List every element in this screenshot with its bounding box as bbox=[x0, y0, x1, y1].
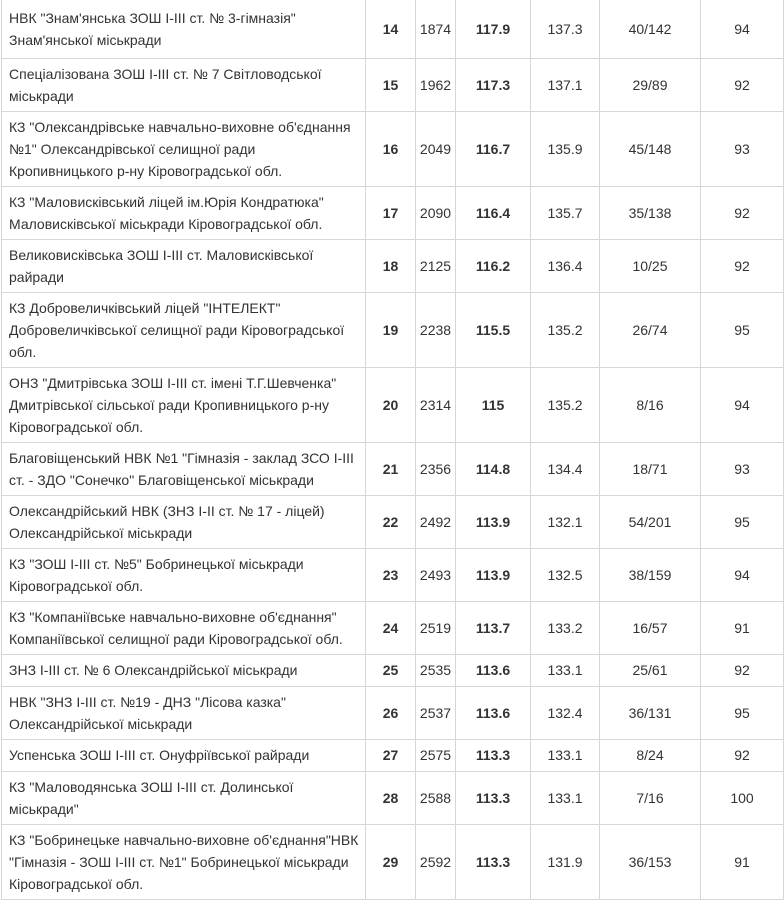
score-cell: 113.9 bbox=[456, 548, 531, 601]
school-name-cell: НВК "Знам'янська ЗОШ І-ІІІ ст. № 3-гімназія" Знам'янської міськради bbox=[2, 0, 366, 58]
table-row bbox=[2, 601, 784, 654]
percent-cell: 93 bbox=[701, 111, 784, 186]
place-cell: 2314 bbox=[416, 367, 456, 442]
place-cell: 1874 bbox=[416, 0, 456, 58]
ratio-cell: 16/57 bbox=[600, 601, 701, 654]
percent-cell: 93 bbox=[701, 442, 784, 495]
score-cell: 113.3 bbox=[456, 739, 531, 771]
percent-cell: 92 bbox=[701, 239, 784, 292]
ratio-cell: 38/159 bbox=[600, 548, 701, 601]
score-cell: 116.4 bbox=[456, 186, 531, 239]
average-cell: 133.1 bbox=[531, 771, 600, 824]
percent-cell: 95 bbox=[701, 292, 784, 367]
school-name-cell: КЗ "Маловисківський ліцей ім.Юрія Кондратюка" Маловисківської міськради Кіровоградської обл. bbox=[2, 186, 366, 239]
place-cell: 2537 bbox=[416, 686, 456, 739]
score-cell: 116.7 bbox=[456, 111, 531, 186]
average-cell: 135.2 bbox=[531, 292, 600, 367]
rank-cell: 20 bbox=[366, 367, 416, 442]
rank-cell: 22 bbox=[366, 495, 416, 548]
score-cell: 115.5 bbox=[456, 292, 531, 367]
place-cell: 2592 bbox=[416, 824, 456, 899]
table-row bbox=[2, 686, 784, 739]
rank-cell: 24 bbox=[366, 601, 416, 654]
place-cell: 2125 bbox=[416, 239, 456, 292]
ratio-cell: 35/138 bbox=[600, 186, 701, 239]
average-cell: 137.1 bbox=[531, 58, 600, 111]
score-cell: 117.3 bbox=[456, 58, 531, 111]
school-name-cell: Олександрійський НВК (ЗНЗ І-ІІ ст. № 17 - ліцей) Олександрійської міськради bbox=[2, 495, 366, 548]
percent-cell: 92 bbox=[701, 739, 784, 771]
rank-cell: 26 bbox=[366, 686, 416, 739]
table-row bbox=[2, 239, 784, 292]
place-cell: 2356 bbox=[416, 442, 456, 495]
average-cell: 137.3 bbox=[531, 0, 600, 58]
percent-cell: 94 bbox=[701, 548, 784, 601]
average-cell: 132.5 bbox=[531, 548, 600, 601]
table-row bbox=[2, 654, 784, 686]
percent-cell: 92 bbox=[701, 186, 784, 239]
percent-cell: 92 bbox=[701, 58, 784, 111]
average-cell: 135.2 bbox=[531, 367, 600, 442]
school-ranking-table bbox=[1, 0, 784, 900]
ratio-cell: 7/16 bbox=[600, 771, 701, 824]
percent-cell: 92 bbox=[701, 654, 784, 686]
table-row bbox=[2, 186, 784, 239]
average-cell: 135.7 bbox=[531, 186, 600, 239]
ratio-cell: 40/142 bbox=[600, 0, 701, 58]
score-cell: 113.6 bbox=[456, 686, 531, 739]
school-name-cell: КЗ Добровеличківський ліцей "ІНТЕЛЕКТ" Добровеличківської селищної ради Кіровоградської обл. bbox=[2, 292, 366, 367]
percent-cell: 94 bbox=[701, 0, 784, 58]
ratio-cell: 8/16 bbox=[600, 367, 701, 442]
table-row bbox=[2, 58, 784, 111]
place-cell: 2090 bbox=[416, 186, 456, 239]
place-cell: 1962 bbox=[416, 58, 456, 111]
score-cell: 116.2 bbox=[456, 239, 531, 292]
school-name-cell: КЗ "Олександрівське навчально-виховне об'єднання №1" Олександрівської селищної ради Кропивницького р-ну Кіровоградської обл. bbox=[2, 111, 366, 186]
score-cell: 113.3 bbox=[456, 771, 531, 824]
school-name-cell: КЗ "Компаніївське навчально-виховне об'єднання" Компаніївської селищної ради Кіровоградської обл. bbox=[2, 601, 366, 654]
ratio-cell: 8/24 bbox=[600, 739, 701, 771]
place-cell: 2575 bbox=[416, 739, 456, 771]
ratio-cell: 36/131 bbox=[600, 686, 701, 739]
average-cell: 132.4 bbox=[531, 686, 600, 739]
score-cell: 117.9 bbox=[456, 0, 531, 58]
score-cell: 113.3 bbox=[456, 824, 531, 899]
school-name-cell: КЗ "ЗОШ І-ІІІ ст. №5" Бобринецької міськради Кіровоградської обл. bbox=[2, 548, 366, 601]
rank-cell: 27 bbox=[366, 739, 416, 771]
rank-cell: 17 bbox=[366, 186, 416, 239]
score-cell: 113.6 bbox=[456, 654, 531, 686]
table-row bbox=[2, 0, 784, 58]
place-cell: 2588 bbox=[416, 771, 456, 824]
table-row bbox=[2, 367, 784, 442]
rank-cell: 23 bbox=[366, 548, 416, 601]
school-name-cell: Спеціалізована ЗОШ І-ІІІ ст. № 7 Світловодської міськради bbox=[2, 58, 366, 111]
ratio-cell: 10/25 bbox=[600, 239, 701, 292]
percent-cell: 91 bbox=[701, 824, 784, 899]
place-cell: 2049 bbox=[416, 111, 456, 186]
rank-cell: 29 bbox=[366, 824, 416, 899]
score-cell: 115 bbox=[456, 367, 531, 442]
percent-cell: 91 bbox=[701, 601, 784, 654]
rank-cell: 21 bbox=[366, 442, 416, 495]
percent-cell: 94 bbox=[701, 367, 784, 442]
table-body bbox=[2, 0, 784, 899]
school-name-cell: Великовисківська ЗОШ І-ІІІ ст. Маловисківської райради bbox=[2, 239, 366, 292]
ratio-cell: 29/89 bbox=[600, 58, 701, 111]
school-name-cell: КЗ "Маловодянська ЗОШ І-ІІІ ст. Долинської міськради" bbox=[2, 771, 366, 824]
average-cell: 132.1 bbox=[531, 495, 600, 548]
place-cell: 2493 bbox=[416, 548, 456, 601]
rank-cell: 18 bbox=[366, 239, 416, 292]
rank-cell: 19 bbox=[366, 292, 416, 367]
average-cell: 135.9 bbox=[531, 111, 600, 186]
ratio-cell: 18/71 bbox=[600, 442, 701, 495]
table-row bbox=[2, 824, 784, 899]
table-row bbox=[2, 442, 784, 495]
average-cell: 136.4 bbox=[531, 239, 600, 292]
school-name-cell: Благовіщенський НВК №1 "Гімназія - заклад ЗСО І-ІІІ ст. - ЗДО "Сонечко" Благовіщенської міськради bbox=[2, 442, 366, 495]
place-cell: 2519 bbox=[416, 601, 456, 654]
school-name-cell: НВК "ЗНЗ І-ІІІ ст. №19 - ДНЗ "Лісова казка" Олександрійської міськради bbox=[2, 686, 366, 739]
ratio-cell: 25/61 bbox=[600, 654, 701, 686]
school-name-cell: ОНЗ "Дмитрівська ЗОШ І-ІІІ ст. імені Т.Г.Шевченка" Дмитрівської сільської ради Кропивницького р-ну Кіровоградської обл. bbox=[2, 367, 366, 442]
rank-cell: 14 bbox=[366, 0, 416, 58]
average-cell: 133.1 bbox=[531, 739, 600, 771]
ratio-cell: 54/201 bbox=[600, 495, 701, 548]
table-row bbox=[2, 739, 784, 771]
ratio-cell: 26/74 bbox=[600, 292, 701, 367]
place-cell: 2535 bbox=[416, 654, 456, 686]
school-name-cell: КЗ "Бобринецьке навчально-виховне об'єднання"НВК "Гімназія - ЗОШ І-ІІІ ст. №1" Бобринецької міськради Кіровоградської обл. bbox=[2, 824, 366, 899]
school-name-cell: Успенська ЗОШ І-ІІІ ст. Онуфріївської райради bbox=[2, 739, 366, 771]
ratio-cell: 36/153 bbox=[600, 824, 701, 899]
average-cell: 134.4 bbox=[531, 442, 600, 495]
rank-cell: 15 bbox=[366, 58, 416, 111]
score-cell: 113.7 bbox=[456, 601, 531, 654]
score-cell: 114.8 bbox=[456, 442, 531, 495]
percent-cell: 95 bbox=[701, 686, 784, 739]
average-cell: 131.9 bbox=[531, 824, 600, 899]
table-row bbox=[2, 292, 784, 367]
school-name-cell: ЗНЗ І-ІІІ ст. № 6 Олександрійської міськради bbox=[2, 654, 366, 686]
rank-cell: 28 bbox=[366, 771, 416, 824]
percent-cell: 95 bbox=[701, 495, 784, 548]
table-row bbox=[2, 495, 784, 548]
table-row bbox=[2, 771, 784, 824]
percent-cell: 100 bbox=[701, 771, 784, 824]
score-cell: 113.9 bbox=[456, 495, 531, 548]
rank-cell: 25 bbox=[366, 654, 416, 686]
table-row bbox=[2, 111, 784, 186]
table-row bbox=[2, 548, 784, 601]
place-cell: 2238 bbox=[416, 292, 456, 367]
ratio-cell: 45/148 bbox=[600, 111, 701, 186]
average-cell: 133.2 bbox=[531, 601, 600, 654]
rank-cell: 16 bbox=[366, 111, 416, 186]
average-cell: 133.1 bbox=[531, 654, 600, 686]
place-cell: 2492 bbox=[416, 495, 456, 548]
